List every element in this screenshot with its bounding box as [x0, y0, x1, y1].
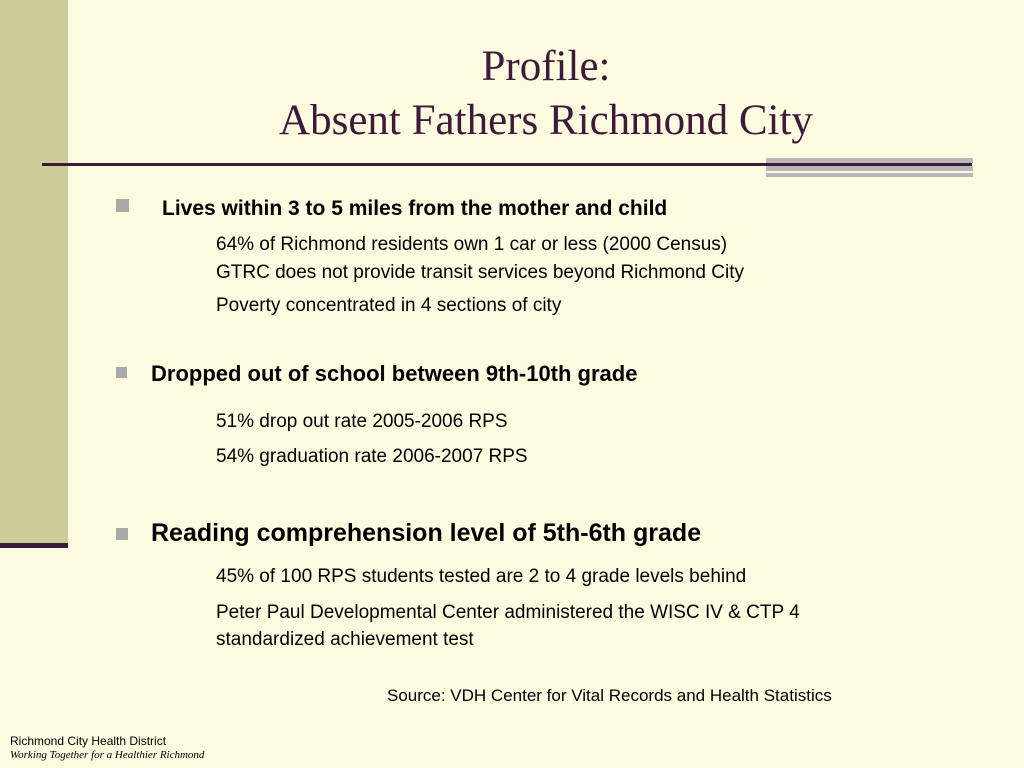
slide-title: [68, 40, 1024, 148]
section-heading: Reading comprehension level of 5th-6th grade: [151, 519, 702, 547]
slide-title-line1: Profile:: [481, 43, 611, 90]
left-accent-bar: [0, 0, 68, 544]
divider-stripe: [766, 173, 973, 177]
bullet-square-icon: [116, 528, 128, 540]
list-item: standardized achievement test: [216, 629, 474, 650]
list-item: 54% graduation rate 2006-2007 RPS: [216, 446, 528, 467]
source-citation: Source: VDH Center for Vital Records and Health Statistics: [387, 686, 832, 705]
footer-tagline: Working Together for a Healthier Richmond: [10, 749, 205, 761]
list-item: Poverty concentrated in 4 sections of city: [216, 295, 562, 316]
list-item: GTRC does not provide transit services beyond Richmond City: [216, 262, 745, 283]
bullet-square-icon: [116, 199, 129, 212]
divider-stripe: [766, 158, 973, 163]
list-item: 64% of Richmond residents own 1 car or less (2000 Census): [216, 234, 728, 255]
divider-stripe: [766, 166, 973, 171]
bullet-square-icon: [116, 367, 127, 378]
section-heading: Lives within 3 to 5 miles from the mother and child: [162, 197, 668, 220]
footer-organization: Richmond City Health District: [10, 734, 167, 748]
section-heading: Dropped out of school between 9th-10th grade: [151, 361, 638, 386]
slide-title-line2: Absent Fathers Richmond City: [279, 97, 813, 144]
list-item: Peter Paul Developmental Center administered the WISC IV & CTP 4: [216, 602, 800, 623]
left-accent-rule: [0, 543, 68, 548]
list-item: 45% of 100 RPS students tested are 2 to 4 grade levels behind: [216, 566, 747, 587]
list-item: 51% drop out rate 2005-2006 RPS: [216, 411, 508, 432]
